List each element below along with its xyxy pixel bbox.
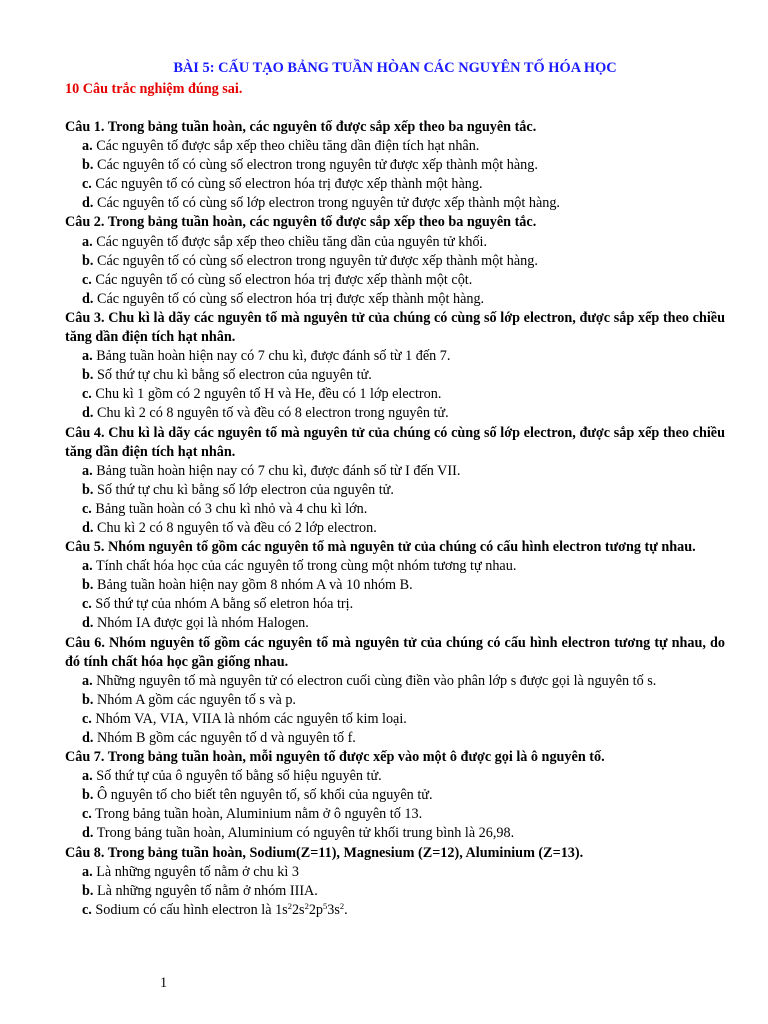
option-letter: b. bbox=[82, 691, 94, 708]
option-letter: d. bbox=[82, 730, 94, 746]
option-7a bbox=[65, 767, 725, 786]
option-text: Sodium có cấu hình electron là bbox=[95, 901, 276, 918]
option-4d bbox=[65, 519, 725, 538]
option-text: Nhóm A gồm các nguyên tố s và p. bbox=[96, 691, 296, 708]
option-letter: a. bbox=[82, 138, 93, 155]
option-text: Trong bảng tuần hoàn, Aluminium có nguyên tử khối trung bình là 26,98. bbox=[96, 825, 515, 842]
option-letter: c. bbox=[82, 386, 92, 403]
option-text: Bảng tuần hoàn có 3 chu kì nhỏ và 4 chu kì lớn. bbox=[95, 500, 368, 517]
question-1: Câu 1. Trong bảng tuần hoàn, các nguyên tố được sắp xếp theo ba nguyên tắc. bbox=[65, 119, 537, 135]
option-text: Các nguyên tố được sắp xếp theo chiều tăng dần điện tích hạt nhân. bbox=[96, 138, 480, 155]
option-5b bbox=[65, 576, 725, 595]
option-text: Các nguyên tố có cùng số electron hóa trị được xếp thành một cột. bbox=[95, 271, 473, 288]
option-3c bbox=[65, 385, 725, 404]
option-text: Chu kì 2 có 8 nguyên tố và đều có 8 electron trong nguyên tử. bbox=[96, 405, 449, 422]
option-2c bbox=[65, 271, 725, 290]
option-2a bbox=[65, 233, 725, 252]
question-6: Câu 6. Nhóm nguyên tố gồm các nguyên tố mà nguyên tử của chúng có cấu hình electron tương tự nhau, do đó tính chất hóa học gần giống nhau. bbox=[65, 634, 725, 670]
option-text: Ô nguyên tố cho biết tên nguyên tố, số khối của nguyên tử. bbox=[96, 787, 433, 804]
electron-configuration: $1s^22s^22p^53s^2$ bbox=[275, 900, 345, 918]
option-5c bbox=[65, 595, 725, 614]
page-subtitle: 10 Câu trắc nghiệm đúng sai. bbox=[65, 81, 243, 97]
option-6c bbox=[65, 710, 725, 729]
option-letter: c. bbox=[82, 901, 92, 918]
option-text: Bảng tuần hoàn hiện nay gồm 8 nhóm A và 10 nhóm B. bbox=[96, 577, 413, 594]
option-6d bbox=[65, 729, 725, 748]
option-2d bbox=[65, 290, 725, 309]
option-4a bbox=[65, 462, 725, 481]
option-letter: d. bbox=[82, 615, 94, 632]
option-1a bbox=[65, 137, 725, 156]
option-8c: c. Sodium có cấu hình electron là $1s^22s^22p^53s^2$. bbox=[82, 900, 348, 918]
option-letter: d. bbox=[82, 519, 94, 536]
option-text: Những nguyên tố mà nguyên tử có electron cuối cùng điền vào phân lớp s được gọi là nguyên tố s. bbox=[96, 672, 657, 689]
option-text: Các nguyên tố được sắp xếp theo chiều tăng dần của nguyên tử khối. bbox=[96, 233, 488, 250]
page-title: BÀI 5: CẤU TẠO BẢNG TUẦN HÒAN CÁC NGUYÊN TỐ HÓA HỌC bbox=[173, 60, 617, 76]
question-2: Câu 2. Trong bảng tuần hoàn, các nguyên tố được sắp xếp theo ba nguyên tắc. bbox=[65, 214, 537, 231]
question-5: Câu 5. Nhóm nguyên tố gồm các nguyên tố mà nguyên tử của chúng có cấu hình electron tương tự nhau. bbox=[65, 539, 696, 556]
option-text: Bảng tuần hoàn hiện nay có 7 chu kì, được đánh số từ I đến VII. bbox=[96, 462, 461, 479]
option-text: Nhóm B gồm các nguyên tố d và nguyên tố f. bbox=[96, 730, 356, 746]
option-letter: d. bbox=[82, 825, 94, 842]
option-7b bbox=[65, 786, 725, 805]
option-letter: b. bbox=[82, 481, 94, 498]
option-2b bbox=[65, 252, 725, 271]
option-letter: c. bbox=[82, 710, 92, 727]
option-3b bbox=[65, 366, 725, 385]
option-letter: b. bbox=[82, 157, 94, 174]
option-8a bbox=[65, 863, 725, 882]
option-letter: a. bbox=[82, 768, 93, 785]
option-letter: b. bbox=[82, 787, 94, 804]
option-letter: d. bbox=[82, 195, 94, 212]
option-text: Số thứ tự của nhóm A bằng số eletron hóa trị. bbox=[95, 596, 354, 613]
option-letter: a. bbox=[82, 233, 93, 250]
option-text: Nhóm IA được gọi là nhóm Halogen. bbox=[96, 615, 309, 632]
option-3d bbox=[65, 404, 725, 423]
option-letter: b. bbox=[82, 252, 94, 269]
option-4c bbox=[65, 500, 725, 519]
option-letter: b. bbox=[82, 882, 94, 899]
option-7c bbox=[65, 805, 725, 824]
option-text: Các nguyên tố có cùng số electron hóa trị được xếp thành một hàng. bbox=[96, 290, 485, 307]
option-letter: d. bbox=[82, 290, 94, 307]
option-letter: c. bbox=[82, 271, 92, 288]
option-letter: a. bbox=[82, 863, 93, 880]
option-letter: d. bbox=[82, 405, 94, 422]
question-3: Câu 3. Chu kì là dãy các nguyên tố mà nguyên tử của chúng có cùng số lớp electron, được sắp xếp theo chiều tăng dần điện tích hạt nhân. bbox=[65, 309, 725, 346]
option-text: Nhóm VA, VIA, VIIA là nhóm các nguyên tố kim loại. bbox=[95, 710, 407, 727]
option-letter: b. bbox=[82, 367, 94, 384]
option-letter: a. bbox=[82, 348, 93, 365]
option-text: Chu kì 1 gồm có 2 nguyên tố H và He, đều có 1 lớp electron. bbox=[95, 386, 442, 403]
option-text: Số thứ tự chu kì bằng số lớp electron của nguyên tử. bbox=[96, 481, 394, 498]
option-5d bbox=[65, 614, 725, 633]
question-4: Câu 4. Chu kì là dãy các nguyên tố mà nguyên tử của chúng có cùng số lớp electron, được sắp xếp theo chiều tăng dần điện tích hạt nhân. bbox=[65, 424, 725, 460]
option-letter: c. bbox=[82, 176, 92, 193]
option-6b bbox=[65, 691, 725, 710]
option-1c bbox=[65, 175, 725, 194]
option-letter: b. bbox=[82, 577, 94, 594]
option-5a bbox=[65, 557, 725, 576]
option-text: Là những nguyên tố nằm ở chu kì 3 bbox=[96, 863, 299, 880]
page-number: 1 bbox=[160, 975, 168, 991]
option-1b bbox=[65, 156, 725, 175]
option-letter: a. bbox=[82, 462, 93, 479]
option-letter: c. bbox=[82, 596, 92, 613]
option-text: Các nguyên tố có cùng số electron trong nguyên tử được xếp thành một hàng. bbox=[96, 252, 538, 269]
option-3a bbox=[65, 347, 725, 366]
option-text: Số thứ tự của ô nguyên tố bằng số hiệu nguyên tử. bbox=[96, 768, 382, 785]
question-8: Câu 8. Trong bảng tuần hoàn, Sodium(Z=11), Magnesium (Z=12), Aluminium (Z=13). bbox=[65, 844, 584, 861]
option-4b bbox=[65, 481, 725, 500]
option-text: Trong bảng tuần hoàn, Aluminium nằm ở ô nguyên tố 13. bbox=[95, 806, 423, 823]
question-list bbox=[65, 118, 725, 920]
option-letter: a. bbox=[82, 672, 93, 689]
option-text: Bảng tuần hoàn hiện nay có 7 chu kì, được đánh số từ 1 đến 7. bbox=[96, 348, 451, 365]
option-text: Các nguyên tố có cùng số electron hóa trị được xếp thành một hàng. bbox=[95, 176, 483, 193]
option-text: Các nguyên tố có cùng số electron trong nguyên tử được xếp thành một hàng. bbox=[96, 157, 538, 174]
option-letter: c. bbox=[82, 500, 92, 517]
option-text: Là những nguyên tố nằm ở nhóm IIIA. bbox=[96, 882, 318, 899]
option-letter: a. bbox=[82, 558, 93, 575]
option-text: Số thứ tự chu kì bằng số electron của nguyên tử. bbox=[96, 367, 372, 384]
option-text: Các nguyên tố có cùng số lớp electron trong nguyên tử được xếp thành một hàng. bbox=[96, 195, 560, 212]
option-text: Tính chất hóa học của các nguyên tố trong cùng một nhóm tương tự nhau. bbox=[95, 558, 517, 575]
option-text: Chu kì 2 có 8 nguyên tố và đều có 2 lớp electron. bbox=[96, 519, 377, 536]
option-letter: c. bbox=[82, 806, 92, 823]
option-1d bbox=[65, 194, 725, 213]
question-7: Câu 7. Trong bảng tuần hoàn, mỗi nguyên tố được xếp vào một ô được gọi là ô nguyên tố. bbox=[65, 749, 605, 766]
option-8b bbox=[65, 882, 725, 901]
option-7d bbox=[65, 824, 725, 843]
option-6a bbox=[65, 672, 725, 691]
